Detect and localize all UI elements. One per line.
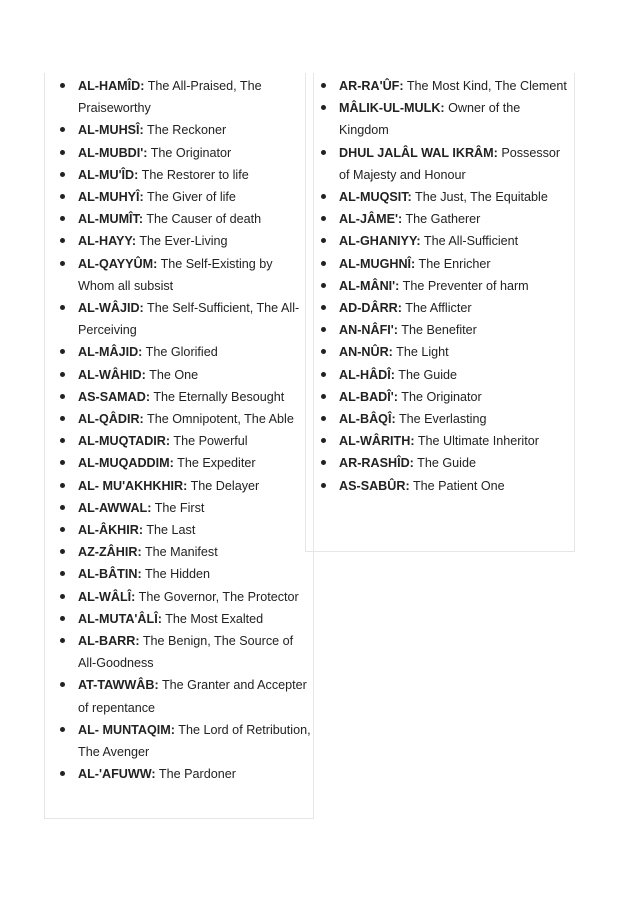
attribute-meaning: The Most Kind, The Clement: [406, 79, 567, 93]
attribute-name: AL-MUGHNÎ:: [339, 256, 416, 271]
attribute-meaning: The Eternally Besought: [153, 389, 285, 404]
bullet-icon: [321, 216, 326, 221]
bullet-icon: [60, 394, 65, 399]
attribute-name: DHUL JALÂL WAL IKRÂM:: [339, 145, 498, 160]
names-list-left: [45, 73, 313, 786]
bullet-icon: [60, 483, 65, 488]
list-item: [306, 452, 574, 474]
list-item: [45, 119, 313, 141]
attribute-name: AN-NÛR:: [339, 345, 393, 360]
bullet-icon: [60, 238, 65, 243]
attribute-meaning: The Giver of life: [147, 190, 236, 205]
bullet-icon: [60, 150, 65, 155]
bullet-icon: [60, 594, 65, 599]
list-item: [45, 586, 313, 608]
list-item: [45, 208, 313, 230]
attribute-meaning: The Restorer to life: [141, 167, 249, 182]
list-item: [45, 541, 313, 563]
attribute-name: AL-BÂTIN:: [78, 567, 142, 582]
attribute-meaning: The Preventer of harm: [402, 278, 529, 293]
attribute-meaning: The Omnipotent, The Able: [147, 412, 294, 427]
attribute-meaning: The Enricher: [418, 256, 491, 271]
list-item: [306, 142, 574, 186]
attribute-name: AL-QAYYÛM:: [78, 256, 158, 271]
bullet-icon: [60, 349, 65, 354]
bullet-icon: [60, 194, 65, 199]
attribute-name: AR-RA'ÛF:: [339, 79, 404, 93]
attribute-meaning: Owner of the Kingdom: [339, 101, 521, 138]
attribute-name: AL-BARR:: [78, 634, 140, 649]
bullet-icon: [321, 283, 326, 288]
attribute-name: AL-MÂJID:: [78, 345, 143, 360]
attribute-meaning: The Ultimate Inheritor: [417, 434, 539, 449]
attribute-meaning: The Granter and Accepter of repentance: [78, 678, 307, 715]
attribute-meaning: The Governor, The Protector: [138, 589, 299, 604]
attribute-name: AL-HAYY:: [78, 234, 137, 249]
bullet-icon: [60, 682, 65, 687]
attribute-name: AL-MUHSÎ:: [78, 123, 144, 138]
attribute-meaning: Possessor of Majesty and Honour: [339, 145, 561, 182]
attribute-meaning: The Benign, The Source of All-Goodness: [78, 634, 294, 671]
attribute-meaning: The Afflicter: [405, 301, 472, 316]
list-item: [45, 430, 313, 452]
list-item: [45, 608, 313, 630]
attribute-name: AL- MU'AKHKHIR:: [78, 478, 188, 493]
list-item: [45, 763, 313, 785]
list-item: [45, 408, 313, 430]
bullet-icon: [60, 261, 65, 266]
attribute-name: AD-DÂRR:: [339, 301, 402, 316]
bullet-icon: [60, 305, 65, 310]
attribute-name: AL-MUTA'ÂLÎ:: [78, 611, 162, 626]
attribute-meaning: The Everlasting: [398, 412, 487, 427]
bullet-icon: [321, 150, 326, 155]
bullet-icon: [321, 261, 326, 266]
list-item: [45, 253, 313, 297]
list-item: [306, 253, 574, 275]
list-item: [45, 630, 313, 674]
attribute-name: AL-HAMÎD:: [78, 79, 145, 93]
attribute-name: AL-MUMÎT:: [78, 212, 144, 227]
attribute-name: AL-ÂKHIR:: [78, 523, 144, 538]
attribute-name: AR-RASHÎD:: [339, 456, 414, 471]
list-item: [45, 164, 313, 186]
attribute-name: AL-AWWAL:: [78, 500, 152, 515]
attribute-name: AL-MU'ÎD:: [78, 167, 139, 182]
attribute-meaning: The Guide: [417, 456, 476, 471]
attribute-meaning: The Light: [396, 345, 449, 360]
right-column: [305, 73, 575, 552]
list-item: [45, 719, 313, 763]
bullet-icon: [60, 127, 65, 132]
bullet-icon: [60, 416, 65, 421]
attribute-meaning: The Lord of Retribution, The Avenger: [78, 722, 311, 760]
attribute-name: AL-WÂLÎ:: [78, 589, 136, 604]
bullet-icon: [321, 438, 326, 443]
attribute-name: AL- MUNTAQIM:: [78, 722, 175, 737]
attribute-meaning: The Causer of death: [146, 212, 262, 227]
list-item: [45, 386, 313, 408]
bullet-icon: [321, 83, 326, 88]
attribute-name: AL-BÂQÎ:: [339, 412, 396, 427]
attribute-meaning: The Self-Existing by Whom all subsist: [78, 256, 273, 293]
list-item: [45, 563, 313, 585]
list-item: [45, 674, 313, 718]
list-item: [306, 275, 574, 297]
list-item: [306, 186, 574, 208]
bullet-icon: [60, 172, 65, 177]
attribute-name: AL-'AFUWW:: [78, 767, 156, 782]
attribute-name: AS-SABÛR:: [339, 478, 410, 493]
attribute-meaning: The Glorified: [145, 345, 218, 360]
bullet-icon: [321, 416, 326, 421]
bullet-icon: [60, 83, 65, 88]
attribute-meaning: The Originator: [401, 389, 482, 404]
bullet-icon: [321, 460, 326, 465]
bullet-icon: [321, 194, 326, 199]
attribute-name: AL-MUHYÎ:: [78, 190, 144, 205]
list-item: [306, 75, 574, 97]
bullet-icon: [321, 238, 326, 243]
list-item: [306, 230, 574, 252]
list-item: [306, 475, 574, 497]
attribute-name: AL-HÂDÎ:: [339, 367, 395, 382]
bullet-icon: [60, 527, 65, 532]
list-item: [306, 208, 574, 230]
attribute-meaning: The Gatherer: [405, 212, 481, 227]
list-item: [45, 475, 313, 497]
list-item: [45, 230, 313, 252]
bullet-icon: [60, 638, 65, 643]
list-item: [45, 364, 313, 386]
list-item: [306, 364, 574, 386]
bullet-icon: [321, 349, 326, 354]
attribute-name: AL-WÂJID:: [78, 301, 144, 316]
bullet-icon: [60, 505, 65, 510]
attribute-name: AL-MUQADDIM:: [78, 456, 174, 471]
bullet-icon: [60, 616, 65, 621]
attribute-name: AL-MUBDI':: [78, 145, 148, 160]
attribute-meaning: The Hidden: [144, 567, 211, 582]
list-item: [45, 75, 313, 119]
bullet-icon: [60, 460, 65, 465]
attribute-meaning: The Ever-Living: [139, 234, 228, 249]
attribute-name: AL-QÂDIR:: [78, 412, 144, 427]
attribute-name: AL-BADÎ':: [339, 389, 398, 404]
list-item: [45, 142, 313, 164]
attribute-meaning: The Powerful: [173, 434, 248, 449]
list-item: [45, 497, 313, 519]
attribute-meaning: The Just, The Equitable: [415, 190, 548, 205]
bullet-icon: [321, 305, 326, 310]
attribute-name: AL-GHANIYY:: [339, 234, 421, 249]
attribute-name: AS-SAMAD:: [78, 389, 151, 404]
attribute-meaning: The All-Praised, The Praiseworthy: [78, 79, 262, 116]
attribute-name: AZ-ZÂHIR:: [78, 545, 142, 560]
list-item: [45, 341, 313, 363]
attribute-name: AL-MÂNI':: [339, 278, 400, 293]
list-item: [306, 386, 574, 408]
list-item: [45, 519, 313, 541]
list-item: [306, 319, 574, 341]
bullet-icon: [60, 549, 65, 554]
attribute-name: AL-JÂME':: [339, 212, 403, 227]
attribute-meaning: The Pardoner: [158, 767, 236, 782]
attribute-meaning: The Patient One: [412, 478, 505, 493]
bullet-icon: [60, 372, 65, 377]
list-item: [306, 341, 574, 363]
left-column: [44, 73, 314, 819]
bullet-icon: [321, 394, 326, 399]
bullet-icon: [321, 327, 326, 332]
bullet-icon: [60, 438, 65, 443]
bullet-icon: [321, 372, 326, 377]
attribute-meaning: The Most Exalted: [165, 611, 264, 626]
list-item: [306, 408, 574, 430]
bullet-icon: [321, 483, 326, 488]
attribute-meaning: The Last: [146, 523, 196, 538]
bullet-icon: [60, 771, 65, 776]
attribute-meaning: The First: [154, 500, 205, 515]
attribute-name: AT-TAWWÂB:: [78, 678, 159, 693]
attribute-meaning: The Manifest: [144, 545, 218, 560]
list-item: [45, 452, 313, 474]
attribute-name: AL-WÂRITH:: [339, 434, 415, 449]
attribute-meaning: The Benefiter: [401, 323, 477, 338]
attribute-name: MÂLIK-UL-MULK:: [339, 101, 445, 116]
bullet-icon: [60, 727, 65, 732]
list-item: [45, 186, 313, 208]
attribute-meaning: The Expediter: [177, 456, 256, 471]
attribute-meaning: The Self-Sufficient, The All-Perceiving: [78, 301, 300, 338]
names-list-right: [306, 73, 574, 497]
attribute-name: AL-WÂHID:: [78, 367, 146, 382]
attribute-name: AL-MUQSIT:: [339, 190, 412, 205]
bullet-icon: [60, 216, 65, 221]
attribute-meaning: The Reckoner: [147, 123, 227, 138]
bullet-icon: [60, 571, 65, 576]
list-item: [45, 297, 313, 341]
list-item: [306, 97, 574, 141]
attribute-name: AL-MUQTADIR:: [78, 434, 171, 449]
list-item: [306, 430, 574, 452]
list-item: [306, 297, 574, 319]
attribute-meaning: The One: [149, 367, 199, 382]
bullet-icon: [321, 105, 326, 110]
attribute-meaning: The Delayer: [190, 478, 260, 493]
attribute-meaning: The All-Sufficient: [423, 234, 519, 249]
attribute-name: AN-NÂFI':: [339, 323, 398, 338]
attribute-meaning: The Guide: [398, 367, 458, 382]
attribute-meaning: The Originator: [150, 145, 232, 160]
